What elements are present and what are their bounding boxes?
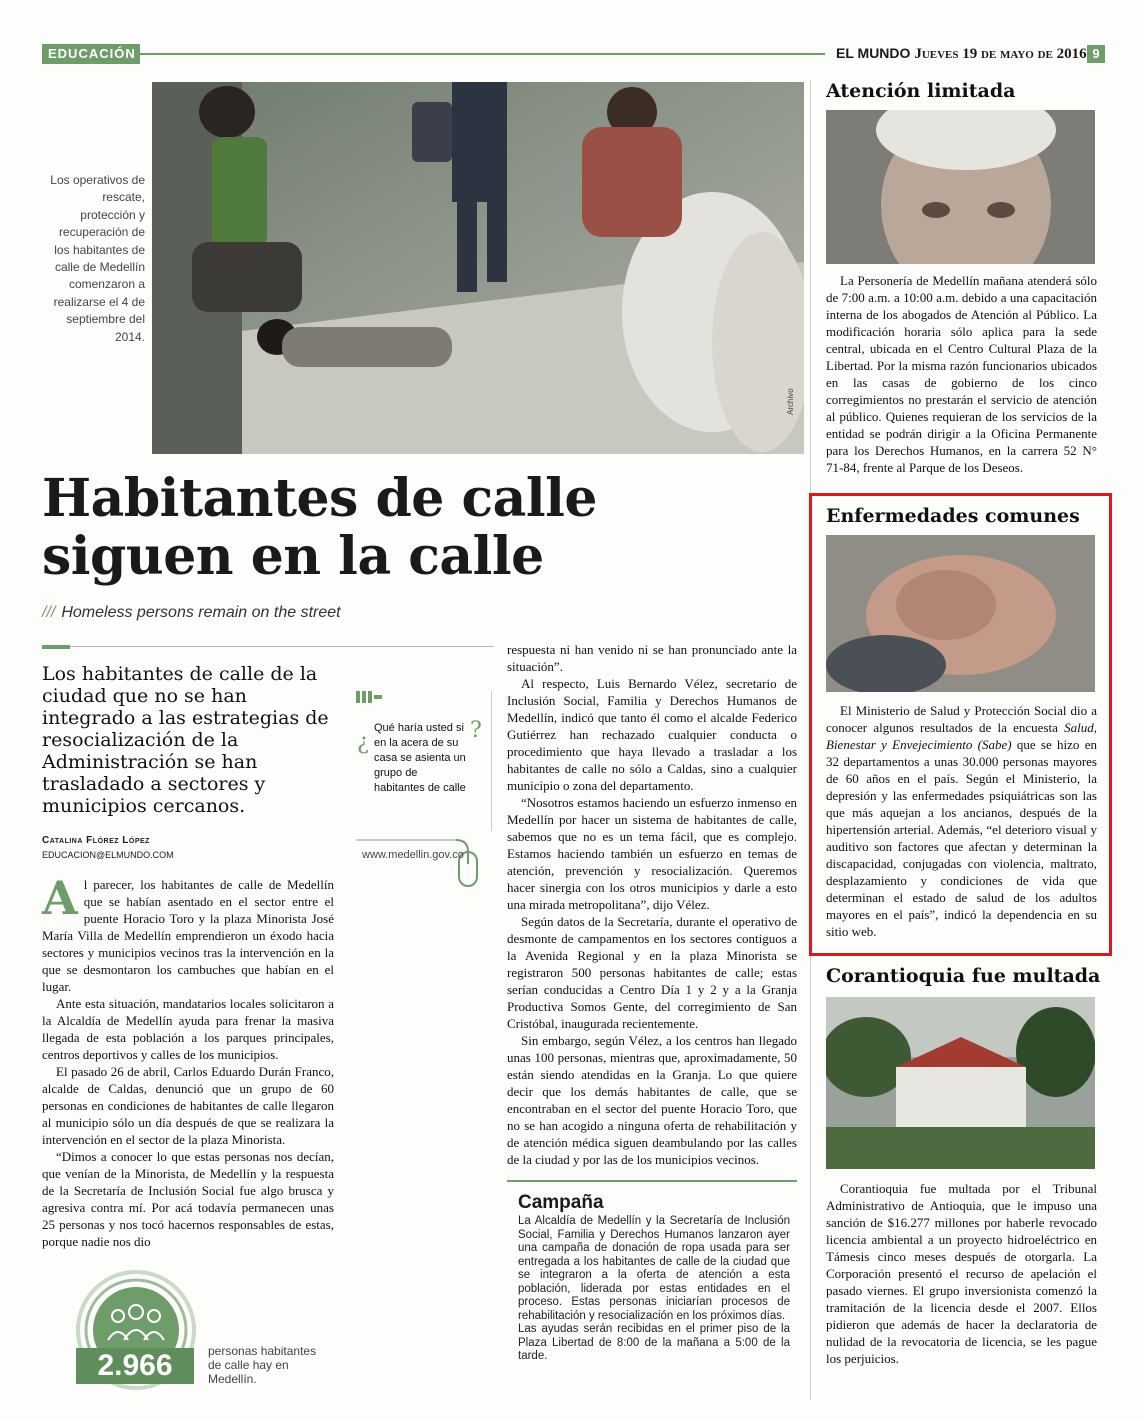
campaign-rule [507, 1180, 797, 1182]
photo-caption: Los operativos de rescate, protección y recuperación de los habitantes de calle de Medellín comenzaron a realizarse el 4 de septiembre del 2014. [50, 173, 145, 344]
campaign-title: Campaña [518, 1192, 604, 1213]
paragraph: “Dimos a conocer lo que estas personas nos decían, que venían de la Minorista, de Medellín y la respuesta de la Secretaría de Inclusión Social fue algo brusca y agresiva contra mí. Por acá todavía permanecen unas 25 personas y nos tocó hacernos responsables de estas, porque nadie nos dio [42, 1149, 334, 1249]
hands-illustration [826, 535, 1095, 692]
sidebar-text: El Ministerio de Salud y Protección Social dio a conocer algunos resultados de la encuesta Salud, Bienestar y Envejecimiento (Sabe) que se hizo en 32 departamentos a unas 30.000 personas mayores de 60 años en el país. Según el Ministerio, la depresión y las enfermedades psiquiátricas son las que más aquejan a los ancianos, después de la hipertensión arterial. Además, “el deterioro visual y auditivo son factores que afectan y determinan la discapacidad, conjugadas con violencia, maltrato, desplazamiento y condiciones de vida que determinan el estado de salud de los adultos mayores en el país”, indicó la dependencia en su sitio web. [826, 703, 1097, 939]
subtitle-text: Homeless persons remain on the street [61, 604, 341, 621]
sidebar-text: Corantioquia fue multada por el Tribunal Administrativo de Antioquia, que le impuso una sanción de $16.277 millones por haberle revocado licencia ambiental a un proyecto hidroeléctrico en Támesis cinco meses después de otorgarla. La Corporación presentó el recurso de apelación el pasado viernes. El grupo inversionista comenzó la tramitación de la licencia desde el 2007. Ellos pidieron que además de hacer la declaratoria de nulidad de la revocatoria de licencia, se les pague los perjuicios. [826, 1181, 1097, 1366]
paragraph: Al parecer, los habitantes de calle de Medellín que se habían asentado en el sector entre el puente Horacio Toro y la plaza Minorista José María Villa de Medellín emprendieron un éxodo hacia sectores y municipios vecinos tras la intervención en la que se desmontaron los cambuches que habían en el lugar. [42, 871, 334, 994]
sidebar-title: Atención limitada [826, 80, 1016, 102]
headline-line: siguen en la calle [42, 526, 544, 587]
subtitle-marks: /// [42, 604, 56, 621]
question-text: Qué haría usted si en la acera de su casa se asienta un grupo de habitantes de calle [374, 722, 466, 794]
author-email[interactable]: EDUCACION@ELMUNDO.COM [42, 850, 174, 860]
accent-bar [42, 645, 70, 649]
photo-credit: Archivo [786, 388, 795, 415]
masthead [836, 45, 1087, 63]
article-column-1 [42, 871, 334, 1250]
main-photo [152, 82, 804, 454]
elderly-woman-photo [826, 110, 1095, 264]
portrait-illustration [826, 110, 1095, 264]
question-close-mark: ? [470, 718, 482, 743]
page-number: 9 [1087, 45, 1105, 63]
section-label: EDUCACIÓN [42, 44, 140, 64]
author-name: Catalina Flórez López [42, 835, 150, 846]
article-lead: Los habitantes de calle de la ciudad que no se han integrado a las estrategias de resocialización de la Administración se han trasladado a sectores y municipios cercanos. [42, 663, 329, 817]
paragraph: Según datos de la Secretaría, durante el operativo de desmonte de campamentos en los sectores contiguos a la Avenida Regional y en la plaza Minorista se registraron 500 personas habitantes de calle; estas serían conducidas a Centro Día 1 y 2 y a la Granja Productiva Somos Gente, del corregimiento de San Cristóbal, inaugurada recientemente. [507, 914, 797, 1031]
paragraph: respuesta ni han venido ni se han pronunciado ante la situación”. [507, 642, 797, 674]
article-headline [42, 470, 742, 586]
town-square-photo [826, 997, 1095, 1169]
issue-date: Jueves 19 de mayo de 2016 [914, 46, 1087, 62]
stat-number: 2.966 [76, 1348, 194, 1384]
paragraph: Sin embargo, según Vélez, a los centros han llegado unas 100 personas, mientras que, aproximadamente, 50 están siendo atendidas en la Granja. Lo que quiere decir que los demás habitantes de calle, que se encontraban en el sector del puente Horacio Toro, que no se han acogido a ninguna oferta de rehabilitación y de atención médica siguen deambulando por las calles de la ciudad y por las de los municipios vecinos. [507, 1033, 797, 1167]
hands-photo [826, 535, 1095, 692]
paragraph: “Nosotros estamos haciendo un esfuerzo inmenso en Medellín por hacer un sistema de habitantes de calle, sabemos que no es un tema fácil, que es complejo. Estamos haciendo también un esfuerzo en temas de atención, prevención y resocialización. Queremos hacer sinergia con los otros municipios y darle a esto una mirada metropolitana”, dijo Vélez. [507, 795, 797, 912]
drop-cap: A [42, 871, 78, 925]
paragraph: El pasado 26 de abril, Carlos Eduardo Durán Franco, alcalde de Caldas, denunció que un grupo de 60 personas en condiciones de habitantes de calle llegaron al municipio sólo un día después de que se realizara la intervención en el sector de la plaza Minorista. [42, 1064, 334, 1147]
website-link[interactable]: www.medellin.gov.co [362, 849, 464, 861]
sidebar-text: La Personería de Medellín mañana atenderá sólo de 7:00 a.m. a 10:00 a.m. debido a una capacitación interna de los abogados de Atención al Público. La modificación horaria sólo aplica para la sede central, ubicada en el Centro Cultural Plaza de la Libertad. Por la misma razón funcionarios ubicados en las casas de gobierno de los cinco corregimientos no prestarán el servicio de atención al público. Quienes requieran de los servicios de la entidad se podrán dirigir a la Oficina Permanente para los Derechos Humanos, en la carrera 52 N° 71-84, frente al Parque de los Deseos. [826, 273, 1097, 475]
paragraph: Las ayudas serán recibidas en el primer piso de la Plaza Libertad de 8:00 de la mañana a 5:00 de la tarde. [518, 1323, 790, 1362]
paragraph: Ante esta situación, mandatarios locales solicitaron a la Alcaldía de Medellín ayuda para frenar la masiva llegada de esta población a los parques principales, centros deportivos y calles de los municipios. [42, 996, 334, 1062]
section-rule [140, 53, 825, 55]
campaign-text [518, 1215, 790, 1364]
sidebar-title: Enfermedades comunes [826, 505, 1080, 527]
stat-label: personas habitantes de calle hay en Medellín. [208, 1344, 317, 1386]
publication-name: EL MUNDO [836, 45, 911, 61]
town-illustration [826, 997, 1095, 1169]
sidebar-title: Corantioquia fue multada [826, 965, 1101, 987]
paragraph: La Alcaldía de Medellín y la Secretaría de Inclusión Social, Familia y Derechos Humanos lanzaron ayer una campaña de donación de ropa usada para ser entregada a los habitantes de calle de la ciudad que se integraron a la oferta de atención a esta población, liderada por estas entidades en el proceso. Estas personas iniciarían procesos de rehabilitación y resocialización en los próximos días. [518, 1215, 790, 1322]
paragraph: Al respecto, Luis Bernardo Vélez, secretario de Inclusión Social, Familia y Derechos Humanos de Medellín, indicó que tanto él como el alcalde Federico Gutiérrez han rechazado cualquier conducta o procedimiento que haya llevado a trasladar a los habitantes de calle no sólo a Caldas, sino a cualquier municipio o zona del departamento. [507, 676, 797, 793]
article-column-2 [507, 641, 797, 1168]
question-open-mark: ¿ [357, 730, 369, 755]
article-subtitle [42, 604, 341, 622]
divider [70, 646, 494, 647]
headline-line: Habitantes de calle [42, 468, 597, 529]
bars-icon [356, 691, 382, 703]
street-scene-illustration [152, 82, 804, 454]
survey-name: Salud, Bienestar y Envejecimiento (Sabe) [826, 720, 1097, 752]
